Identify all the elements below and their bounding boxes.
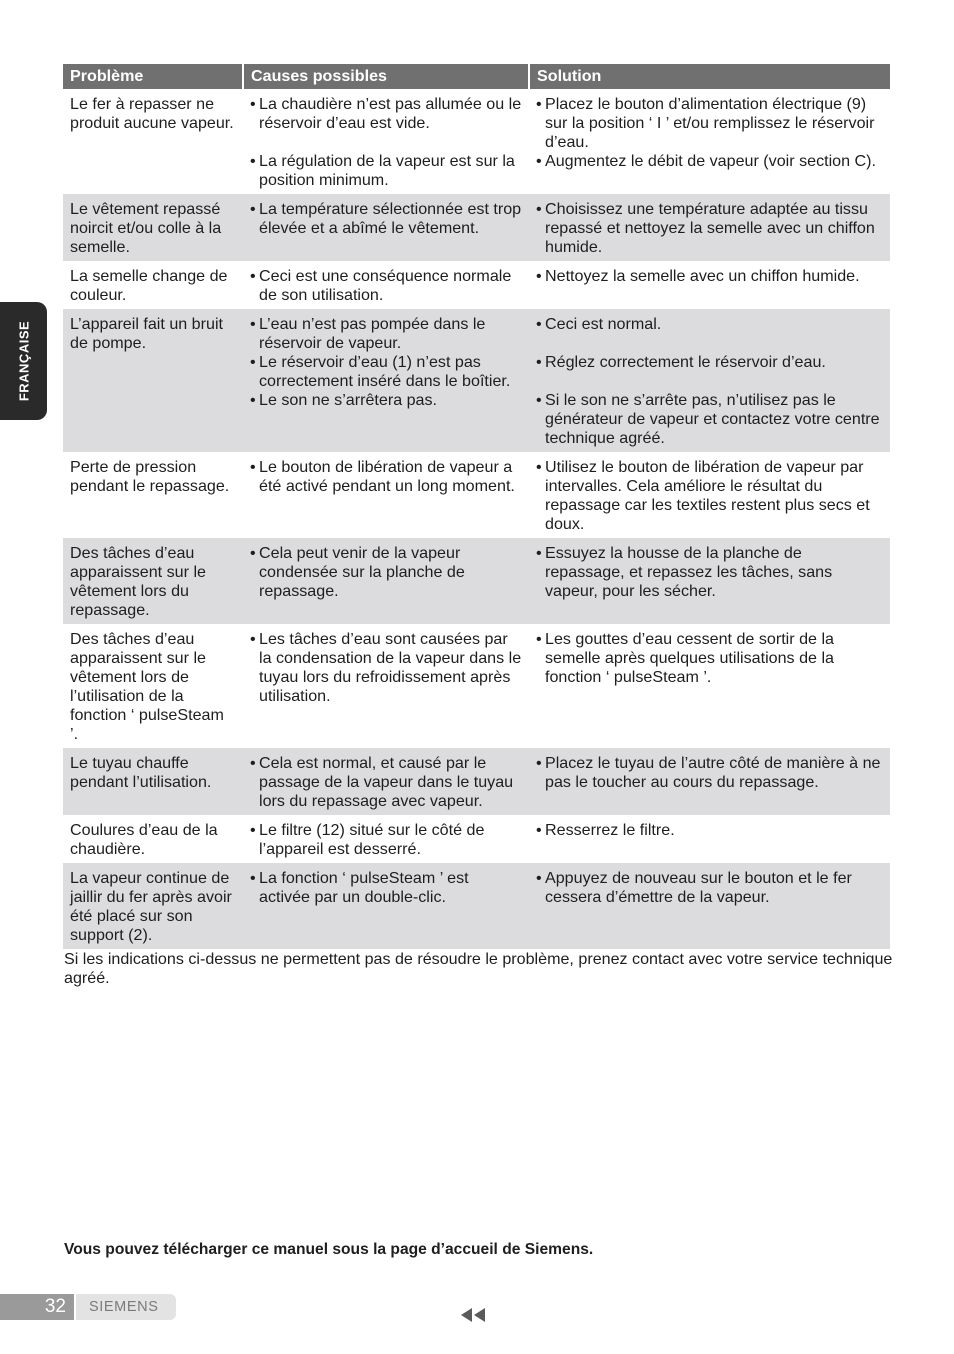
- table-row: [63, 261, 890, 309]
- rewind-icon: [461, 1308, 485, 1322]
- causes-cell: [243, 538, 529, 624]
- cause-item: • La température sélectionnée est trop élevée et a abîmé le vêtement.: [250, 200, 522, 238]
- problem-cell: Des tâches d’eau apparaissent sur le vêtement lors de l’utilisation de la fonction ‘ pulseSteam ’.: [70, 630, 224, 743]
- solution-cell: [529, 194, 890, 261]
- solution-item: • Essuyez la housse de la planche de repassage, et repassez les tâches, sans vapeur, pour les sécher.: [536, 544, 883, 601]
- causes-cell: [243, 748, 529, 815]
- problem-cell: La vapeur continue de jaillir du fer après avoir été placé sur son support (2).: [63, 863, 243, 949]
- table-row: [63, 815, 890, 863]
- left-triangle-icon: [474, 1308, 485, 1322]
- solution-cell: [529, 89, 890, 194]
- solution-item: • Placez le tuyau de l’autre côté de manière à ne pas le toucher au cours du repassage.: [536, 754, 883, 792]
- causes-cell: [243, 815, 529, 863]
- causes-cell: [243, 309, 529, 452]
- causes-cell: [243, 89, 529, 194]
- table-row: [63, 538, 890, 624]
- solution-item: • Ceci est normal.: [536, 315, 883, 334]
- language-tab-label: FRANÇAISE: [16, 320, 31, 402]
- cause-item: • Le filtre (12) situé sur le côté de l’appareil est desserré.: [250, 821, 522, 859]
- solution-item: • Choisissez une température adaptée au tissu repassé et nettoyez la semelle avec un chiffon humide.: [536, 200, 883, 257]
- causes-cell: [243, 452, 529, 538]
- cause-item: • La régulation de la vapeur est sur la position minimum.: [250, 152, 522, 190]
- solution-item: • Resserrez le filtre.: [536, 821, 883, 840]
- solution-item: • Placez le bouton d’alimentation électrique (9) sur la position ‘ I ’ et/ou remplissez le réservoir d’eau.: [536, 95, 883, 152]
- table-row: [63, 624, 890, 748]
- solution-cell: [529, 261, 890, 309]
- solution-item: • Réglez correctement le réservoir d’eau.: [536, 353, 883, 372]
- header-problem: Problème: [63, 64, 243, 89]
- cause-item: • Cela peut venir de la vapeur condensée sur la planche de repassage.: [250, 544, 522, 601]
- download-note: Vous pouvez télécharger ce manuel sous la page d’accueil de Siemens.: [64, 1241, 594, 1258]
- brand-label: SIEMENS: [76, 1294, 176, 1320]
- cause-item: • La chaudière n’est pas allumée ou le réservoir d’eau est vide.: [250, 95, 522, 133]
- table-row: [63, 452, 890, 538]
- left-triangle-icon: [461, 1308, 472, 1322]
- causes-cell: [243, 261, 529, 309]
- solution-cell: [529, 309, 890, 452]
- solution-cell: [529, 815, 890, 863]
- problem-cell: Coulures d’eau de la chaudière.: [70, 821, 218, 858]
- table-header-row: [63, 64, 890, 89]
- causes-cell: [243, 624, 529, 748]
- causes-cell: [243, 863, 529, 949]
- problem-cell: Des tâches d’eau apparaissent sur le vêtement lors du repassage.: [63, 538, 243, 624]
- solution-cell: [529, 863, 890, 949]
- language-tab: [0, 302, 47, 420]
- solution-item: • Utilisez le bouton de libération de vapeur par intervalles. Cela améliore le résultat du repassage car les textiles restent plus secs et doux.: [536, 458, 883, 534]
- page-footer: [0, 1294, 176, 1320]
- cause-item: • Le réservoir d’eau (1) n’est pas correctement inséré dans le boîtier.: [250, 353, 522, 391]
- problem-cell: La semelle change de couleur.: [70, 267, 228, 304]
- cause-item: • Cela est normal, et causé par le passage de la vapeur dans le tuyau lors du repassage avec vapeur.: [250, 754, 522, 811]
- problem-cell: Le vêtement repassé noircit et/ou colle à la semelle.: [63, 194, 243, 261]
- service-note: Si les indications ci-dessus ne permettent pas de résoudre le problème, prenez contact avec votre service technique agréé.: [64, 950, 893, 987]
- solution-item: • Les gouttes d’eau cessent de sortir de la semelle après quelques utilisations de la fonction ‘ pulseSteam ’.: [536, 630, 883, 687]
- problem-cell: Le fer à repasser ne produit aucune vapeur.: [70, 95, 234, 132]
- solution-item: • Si le son ne s’arrête pas, n’utilisez pas le générateur de vapeur et contactez votre centre technique agréé.: [536, 391, 883, 448]
- table-row: [63, 89, 890, 194]
- cause-item: • L’eau n’est pas pompée dans le réservoir de vapeur.: [250, 315, 522, 353]
- cause-item: • Les tâches d’eau sont causées par la condensation de la vapeur dans le tuyau lors du refroidissement après utilisation.: [250, 630, 522, 706]
- page-number: 32: [0, 1294, 74, 1320]
- cause-item: • La fonction ‘ pulseSteam ’ est activée par un double-clic.: [250, 869, 522, 907]
- solution-cell: [529, 748, 890, 815]
- solution-item: • Appuyez de nouveau sur le bouton et le fer cessera d’émettre de la vapeur.: [536, 869, 883, 907]
- causes-cell: [243, 194, 529, 261]
- solution-item: • Augmentez le débit de vapeur (voir section C).: [536, 152, 883, 171]
- table-row: [63, 309, 890, 452]
- solution-cell: [529, 538, 890, 624]
- cause-item: • Le bouton de libération de vapeur a été activé pendant un long moment.: [250, 458, 522, 496]
- problem-cell: Le tuyau chauffe pendant l’utilisation.: [63, 748, 243, 815]
- solution-cell: [529, 624, 890, 748]
- cause-item: • Ceci est une conséquence normale de son utilisation.: [250, 267, 522, 305]
- troubleshooting-table: [63, 64, 890, 949]
- solution-item: • Nettoyez la semelle avec un chiffon humide.: [536, 267, 883, 286]
- problem-cell: L’appareil fait un bruit de pompe.: [63, 309, 243, 452]
- table-row: [63, 748, 890, 815]
- table-row: [63, 194, 890, 261]
- problem-cell: Perte de pression pendant le repassage.: [70, 458, 230, 495]
- solution-cell: [529, 452, 890, 538]
- header-causes: Causes possibles: [243, 64, 529, 89]
- header-solution: Solution: [529, 64, 890, 89]
- cause-item: • Le son ne s’arrêtera pas.: [250, 391, 522, 410]
- table-row: [63, 863, 890, 949]
